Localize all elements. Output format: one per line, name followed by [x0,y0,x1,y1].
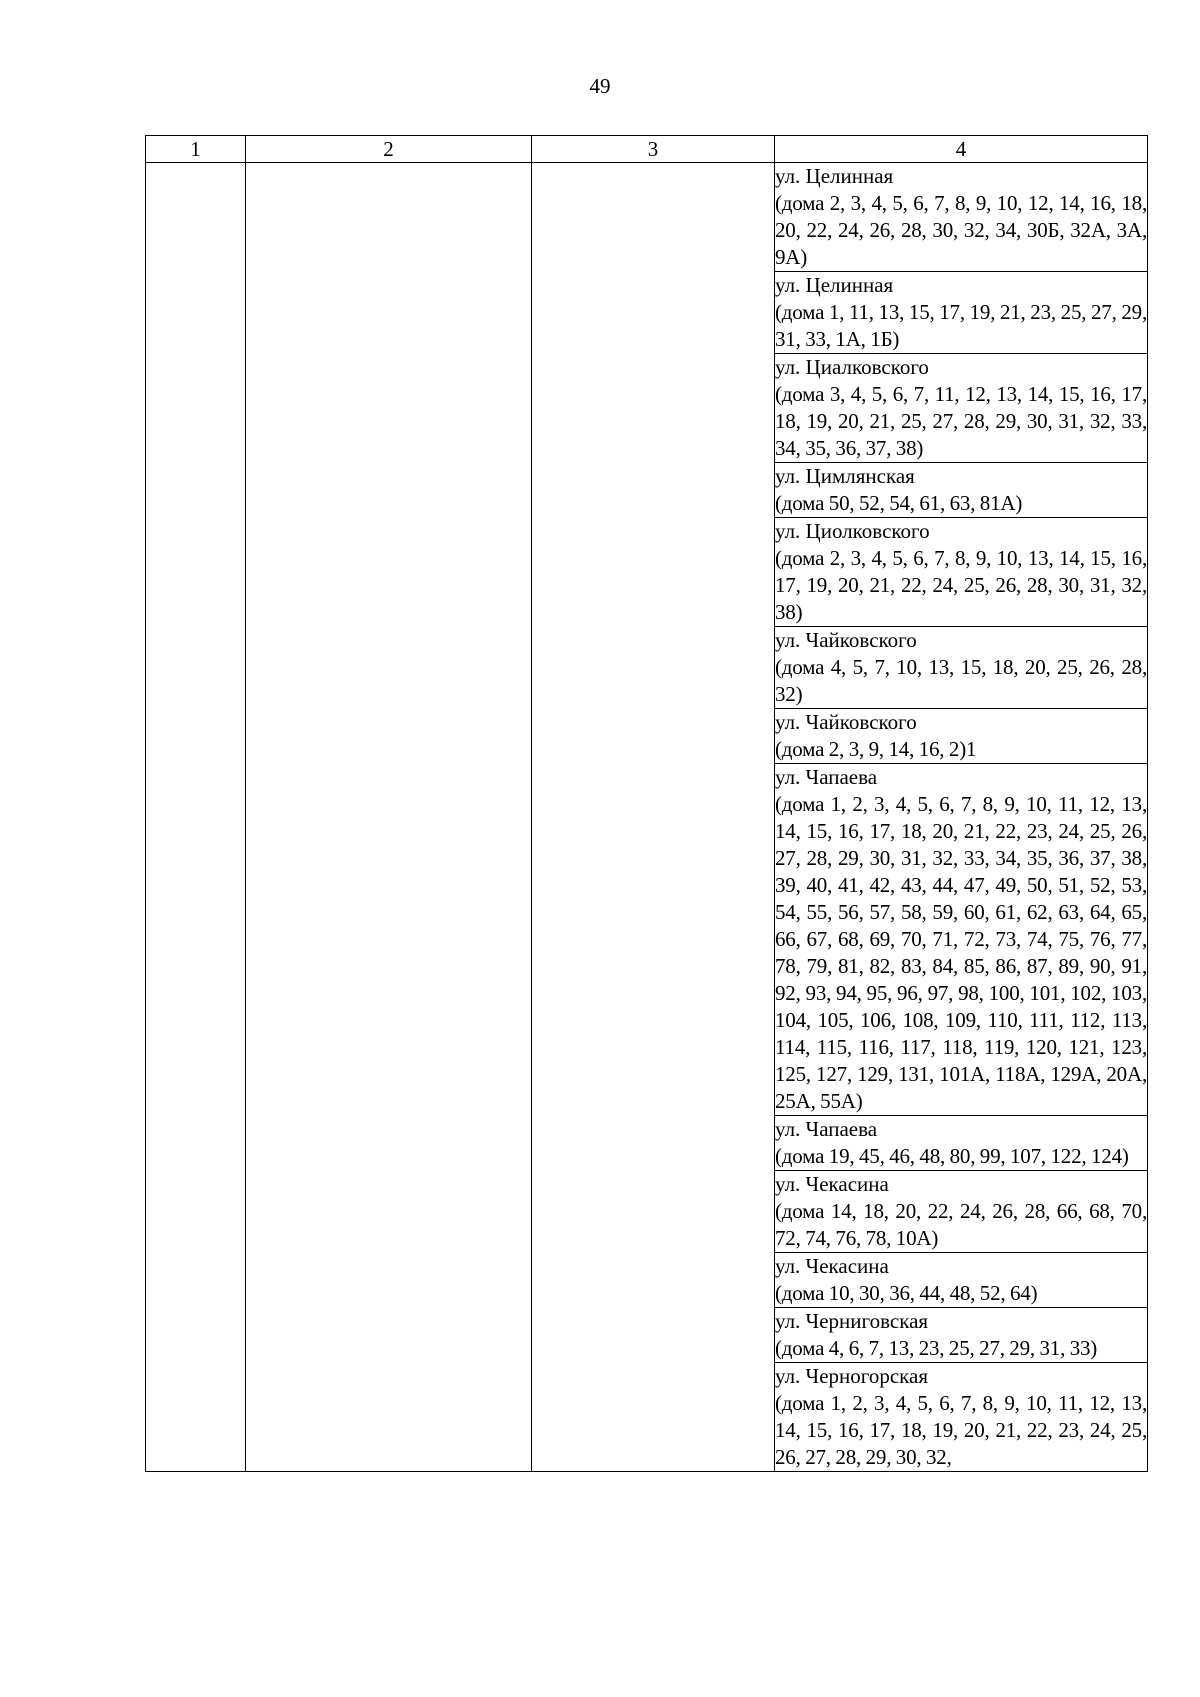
address-cell [775,764,1148,1116]
street-name: ул. Циалковского [775,355,929,379]
house-numbers: (дома 2, 3, 4, 5, 6, 7, 8, 9, 10, 13, 14, 15, 16, 17, 19, 20, 21, 22, 24, 25, 26, 28, 30, 31, 32, 38) [775,546,1147,624]
street-name: ул. Целинная [775,273,894,297]
house-numbers: (дома 3, 4, 5, 6, 7, 11, 12, 13, 14, 15, 16, 17, 18, 19, 20, 21, 25, 27, 28, 29, 30, 31, 32, 33, 34, 35, 36, 37, 38) [775,382,1147,460]
header-row [146,136,1148,163]
address-cell [775,463,1148,518]
house-numbers: (дома 1, 11, 13, 15, 17, 19, 21, 23, 25, 27, 29, 31, 33, 1А, 1Б) [775,300,1147,351]
house-numbers: (дома 50, 52, 54, 61, 63, 81А) [775,491,1023,515]
street-name: ул. Чапаева [775,1117,878,1141]
table-row [146,163,1148,272]
address-table [145,135,1148,1472]
house-numbers: (дома 2, 3, 4, 5, 6, 7, 8, 9, 10, 12, 14, 16, 18, 20, 22, 24, 26, 28, 30, 32, 34, 30Б, 32А, 3А, 9А) [775,191,1147,269]
column-3-cell [532,163,775,1472]
street-name: ул. Чекасина [775,1172,889,1196]
column-header-4: 4 [775,136,1148,163]
table-body [146,163,1148,1472]
house-numbers: (дома 4, 6, 7, 13, 23, 25, 27, 29, 31, 33) [775,1336,1098,1360]
column-header-1: 1 [146,136,246,163]
column-header-2: 2 [246,136,532,163]
house-numbers: (дома 19, 45, 46, 48, 80, 99, 107, 122, 124) [775,1144,1129,1168]
column-1-cell [146,163,246,1472]
address-cell [775,709,1148,764]
house-numbers: (дома 1, 2, 3, 4, 5, 6, 7, 8, 9, 10, 11, 12, 13, 14, 15, 16, 17, 18, 19, 20, 21, 22, 23, 24, 25, 26, 27, 28, 29, 30, 32, [775,1391,1147,1469]
address-cell [775,1308,1148,1363]
house-numbers: (дома 2, 3, 9, 14, 16, 2)1 [775,737,977,761]
street-name: ул. Циолковского [775,519,930,543]
address-cell [775,163,1148,272]
address-cell [775,1116,1148,1171]
street-name: ул. Чайковского [775,628,917,652]
street-name: ул. Чекасина [775,1254,889,1278]
address-cell [775,272,1148,354]
address-cell [775,354,1148,463]
address-cell [775,1363,1148,1472]
page-number: 49 [589,74,611,98]
house-numbers: (дома 1, 2, 3, 4, 5, 6, 7, 8, 9, 10, 11, 12, 13, 14, 15, 16, 17, 18, 20, 21, 22, 23, 24, 25, 26, 27, 28, 29, 30, 31, 32, 33, 34, 35, 36, 37, 38, 39, 40, 41, 42, 43, 44, 47, 49, 50, 51, 52, 53, 54, 55, 56, 57, 58, 59, 60, 61, 62, 63, 64, 65, 66, 67, 68, 69, 70, 71, 72, 73, 74, 75, 76, 77, 78, 79, 81, 82, 83, 84, 85, 86, 87, 89, 90, 91, 92, 93, 94, 95, 96, 97, 98, 100, 101, 102, 103, 104, 105, 106, 108, 109, 110, 111, 112, 113, 114, 115, 116, 117, 118, 119, 120, 121, 123, 125, 127, 129, 131, 101А, 118А, 129А, 20А, 25А, 55А) [775,792,1147,1113]
house-numbers: (дома 14, 18, 20, 22, 24, 26, 28, 66, 68, 70, 72, 74, 76, 78, 10А) [775,1199,1147,1250]
street-name: ул. Чайковского [775,710,917,734]
street-name: ул. Черниговская [775,1309,929,1333]
house-numbers: (дома 4, 5, 7, 10, 13, 15, 18, 20, 25, 26, 28, 32) [775,655,1147,706]
column-2-cell [246,163,532,1472]
street-name: ул. Цимлянская [775,464,915,488]
street-name: ул. Черногорская [775,1364,929,1388]
address-cell [775,627,1148,709]
address-cell [775,1253,1148,1308]
street-name: ул. Целинная [775,164,894,188]
street-name: ул. Чапаева [775,765,878,789]
address-cell [775,1171,1148,1253]
column-header-3: 3 [532,136,775,163]
house-numbers: (дома 10, 30, 36, 44, 48, 52, 64) [775,1281,1038,1305]
address-cell [775,518,1148,627]
